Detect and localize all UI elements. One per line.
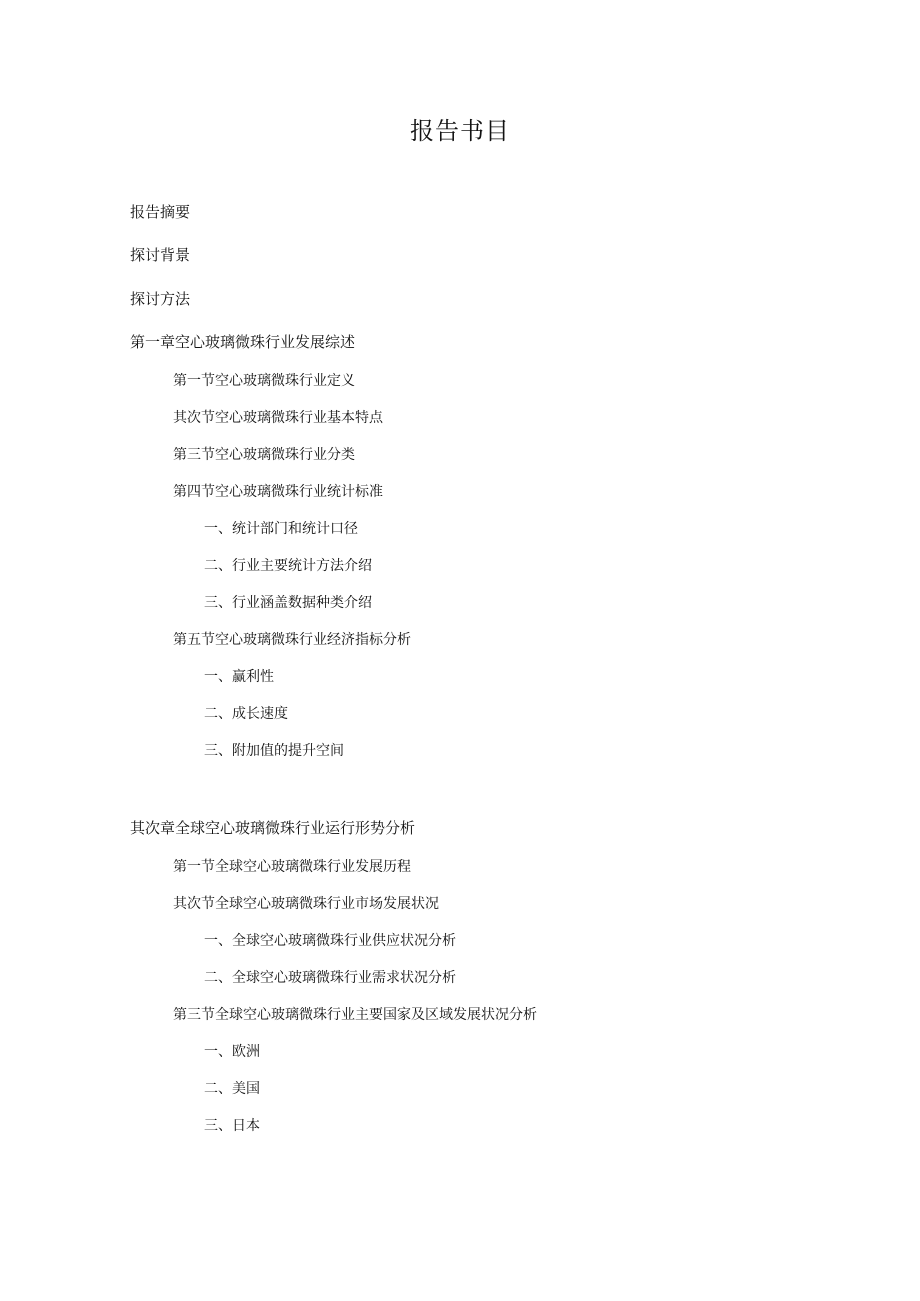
toc-subitem: 一、全球空心玻璃微珠行业供应状况分析 <box>204 933 456 949</box>
toc-section-heading: 探讨背景 <box>130 246 191 264</box>
toc-section-item: 第三节全球空心玻璃微珠行业主要国家及区域发展状况分析 <box>173 1007 537 1023</box>
page-title: 报告书目 <box>410 117 510 145</box>
toc-chapter-heading: 其次章全球空心玻璃微珠行业运行形势分析 <box>130 819 416 837</box>
toc-section-item: 第五节空心玻璃微珠行业经济指标分析 <box>173 632 411 648</box>
toc-section-item: 第一节空心玻璃微珠行业定义 <box>173 373 355 389</box>
toc-section-heading: 报告摘要 <box>130 203 191 221</box>
toc-subitem: 二、全球空心玻璃微珠行业需求状况分析 <box>204 970 456 986</box>
toc-subitem: 三、日本 <box>204 1118 260 1134</box>
toc-section-item: 其次节空心玻璃微珠行业基本特点 <box>173 410 383 426</box>
toc-subitem: 一、赢利性 <box>204 669 274 685</box>
toc-section-heading: 探讨方法 <box>130 290 191 308</box>
toc-subitem: 二、行业主要统计方法介绍 <box>204 558 372 574</box>
toc-subitem: 二、美国 <box>204 1081 260 1097</box>
toc-subitem: 三、行业涵盖数据种类介绍 <box>204 595 372 611</box>
toc-subitem: 三、附加值的提升空间 <box>204 743 344 759</box>
toc-subitem: 二、成长速度 <box>204 706 288 722</box>
toc-chapter-heading: 第一章空心玻璃微珠行业发展综述 <box>130 333 356 351</box>
toc-section-item: 第一节全球空心玻璃微珠行业发展历程 <box>173 859 411 875</box>
toc-subitem: 一、统计部门和统计口径 <box>204 521 358 537</box>
toc-subitem: 一、欧洲 <box>204 1044 260 1060</box>
toc-section-item: 第三节空心玻璃微珠行业分类 <box>173 447 355 463</box>
toc-section-item: 其次节全球空心玻璃微珠行业市场发展状况 <box>173 896 439 912</box>
toc-section-item: 第四节空心玻璃微珠行业统计标准 <box>173 484 383 500</box>
